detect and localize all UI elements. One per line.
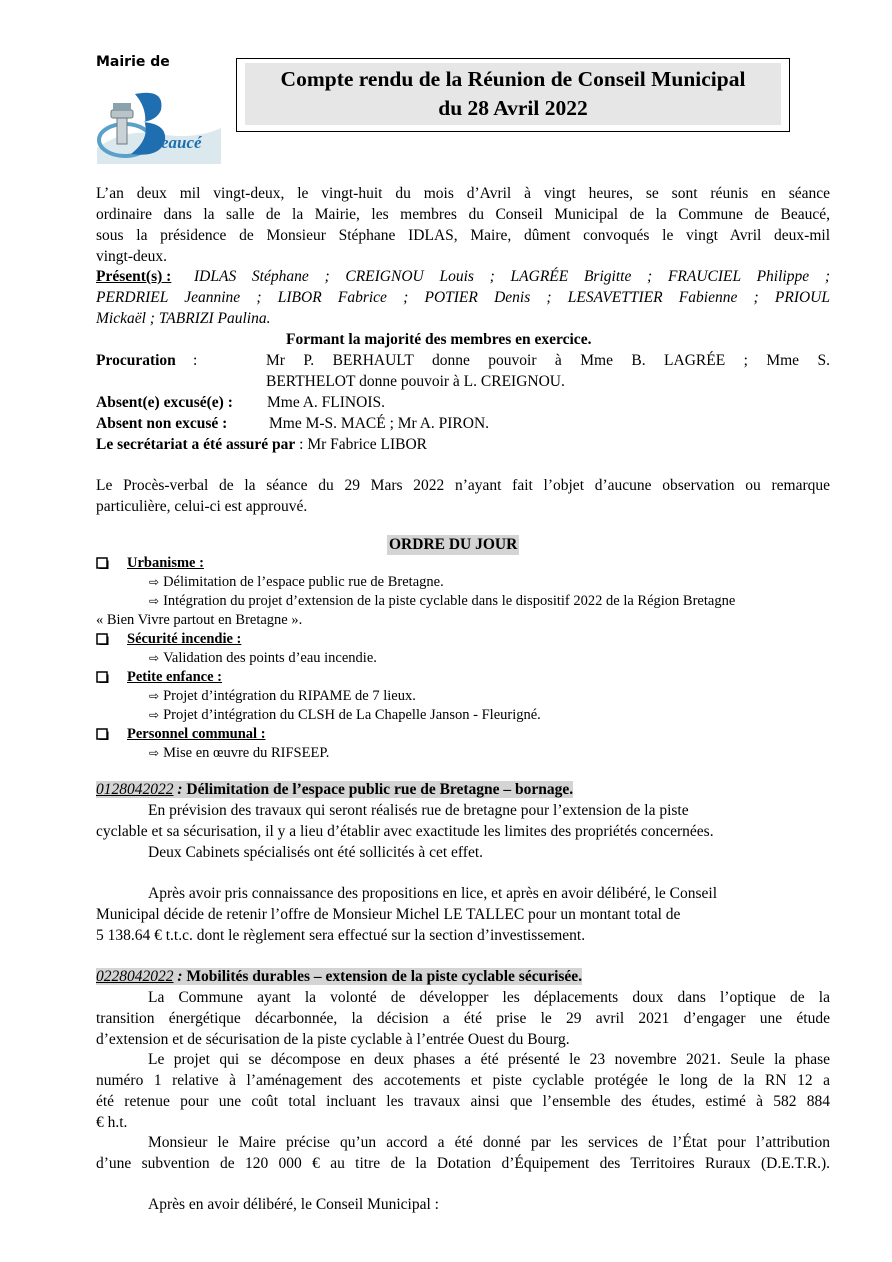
present-line-3: Mickaël ; TABRIZI Paulina. [96,310,271,327]
absent-excuse-label: Absent(e) excusé(e) : [96,394,233,411]
delib1-line-2: cyclable et sa sécurisation, il y a lieu d’établir avec exactitude les limites des propriétés concernées. [96,823,714,840]
procuration-line-2: BERTHELOT donne pouvoir à L. CREIGNOU. [266,373,565,390]
agenda-cat-urbanisme: Urbanisme : [127,555,204,571]
agenda-item-text: Mise en œuvre du RIFSEEP. [163,745,330,761]
delib2-title: Mobilités durables – extension de la piste cyclable sécurisée. [186,968,583,985]
agenda-item-text: Projet d’intégration du CLSH de La Chapelle Janson - Fleurigné. [163,707,541,723]
delib2-colon: : [173,968,187,985]
present-label [96,267,171,287]
procuration-line-1: Mr P. BERHAULT donne pouvoir à Mme B. LAGRÉE ; Mme S. [266,352,830,369]
delib1-number: 0128042022 [96,781,174,798]
agenda-item [149,649,377,667]
delib2-heading [96,967,582,987]
arrow-icon: ⇨ [149,575,160,589]
agenda-item [149,592,735,610]
agenda-cat-securite: Sécurité incendie : [127,631,242,647]
agenda-cat-personnel: Personnel communal : [127,726,266,742]
mairie-label: Mairie de [96,54,170,70]
delib2-line-2: transition énergétique décarbonnée, la décision a été prise le 29 avril 2021 d’engager une étude [96,1010,830,1027]
intro-line-1: L’an deux mil vingt-deux, le vingt-huit du mois d’Avril à vingt heures, se sont réunis en séance [96,185,830,202]
absent-excuse-value: Mme A. FLINOIS. [267,394,385,411]
present-label-text: Présent(s) : [96,268,172,285]
intro-line-4: vingt-deux. [96,248,168,265]
absent-non-value: Mme M-S. MACÉ ; Mr A. PIRON. [269,415,490,432]
pv-line-2: particulière, celui-ci est approuvé. [96,498,308,515]
arrow-icon: ⇨ [149,594,160,608]
commune-logo [95,88,223,164]
agenda-cat-enfance: Petite enfance : [127,669,223,685]
delib2-line-3: d’extension et de sécurisation de la piste cyclable à l’entrée Ouest du Bourg. [96,1031,570,1048]
present-line-2: PERDRIEL Jeannine ; LIBOR Fabrice ; POTIER Denis ; LESAVETTIER Fabienne ; PRIOUL [96,289,830,306]
agenda-title: ORDRE DU JOUR [389,536,518,553]
title-shading [245,63,781,125]
delib2-line-8: Monsieur le Maire précise qu’un accord a été donné par les services de l’État pour l’attribution [148,1134,830,1151]
delib2-line-9: d’une subvention de 120 000 € au titre de la Dotation d’Équipement des Territoires Ruraux (D.E.T.R.). [96,1155,830,1172]
page-title-line2: du 28 Avril 2022 [438,96,588,120]
arrow-icon: ⇨ [149,689,160,703]
present-line-1: IDLAS Stéphane ; CREIGNOU Louis ; LAGRÉE Brigitte ; FRAUCIEL Philippe ; [194,268,830,285]
delib1-line-3: Deux Cabinets spécialisés ont été sollicités à cet effet. [148,844,484,861]
absent-non-label: Absent non excusé : [96,415,228,432]
delib2-line-1: La Commune ayant la volonté de développer les déplacements doux dans l’optique de la [148,989,830,1006]
checkbox-icon [96,633,110,645]
checkbox-icon [96,728,110,740]
delib1-line-5: Municipal décide de retenir l’offre de Monsieur Michel LE TALLEC pour un montant total de [96,906,681,923]
secretariat-label: Le secrétariat a été assuré par [96,436,296,453]
agenda-item-text: Projet d’intégration du RIPAME de 7 lieux. [163,688,416,704]
delib1-colon: : [173,781,187,798]
secretariat-value: : Mr Fabrice LIBOR [299,436,428,453]
logo-text: eaucé [161,133,202,152]
delib1-line-6: 5 138.64 € t.t.c. dont le règlement sera effectué sur la section d’investissement. [96,927,586,944]
agenda-item-text: Validation des points d’eau incendie. [163,650,377,666]
delib2-line-7: € h.t. [96,1114,128,1131]
intro-line-2: ordinaire dans la salle de la Mairie, les membres du Conseil Municipal de la Commune de Beaucé, [96,206,830,223]
procuration-label: Procuration [96,352,176,369]
agenda-item-text: Intégration du projet d’extension de la piste cyclable dans le dispositif 2022 de la Région Bretagne [163,593,736,609]
secretariat-line [96,435,427,455]
delib2-line-6: été retenue pour une coût total incluant les travaux ainsi que l’ensemble des études, estimé à 582 884 [96,1093,830,1110]
delib1-line-1: En prévision des travaux qui seront réalisés rue de bretagne pour l’extension de la piste [148,802,689,819]
majority-line: Formant la majorité des membres en exercice. [286,331,592,348]
delib2-line-5: numéro 1 relative à l’aménagement des accotements et piste cyclable protégée le long de la RN 12 a [96,1072,830,1089]
title-box [236,58,790,132]
intro-line-3: sous la présidence de Monsieur Stéphane IDLAS, Maire, dûment convoqués le vingt Avril deux-mil [96,227,830,244]
agenda-item [149,573,444,591]
arrow-icon: ⇨ [149,708,160,722]
procuration-colon: : [193,352,198,369]
delib2-line-4: Le projet qui se décompose en deux phases a été présenté le 23 novembre 2021. Seule la phase [148,1051,830,1068]
page-title-line1: Compte rendu de la Réunion de Conseil Municipal [280,67,746,91]
checkbox-icon [96,557,110,569]
agenda-item-cont: « Bien Vivre partout en Bretagne ». [96,612,303,628]
delib2-number: 0228042022 [96,968,174,985]
delib1-title: Délimitation de l’espace public rue de Bretagne – bornage. [186,781,574,798]
agenda-item [149,744,329,762]
agenda-item [149,706,541,724]
arrow-icon: ⇨ [149,651,160,665]
delib1-heading [96,780,573,800]
arrow-icon: ⇨ [149,746,160,760]
checkbox-icon [96,671,110,683]
delib2-line-10: Après en avoir délibéré, le Conseil Municipal : [148,1196,439,1213]
delib1-line-4: Après avoir pris connaissance des propositions en lice, et après en avoir délibéré, le Conseil [148,885,718,902]
pv-line-1: Le Procès-verbal de la séance du 29 Mars 2022 n’ayant fait l’objet d’aucune observation ou remarque [96,477,830,494]
agenda-item [149,687,416,705]
agenda-item-text: Délimitation de l’espace public rue de Bretagne. [163,574,444,590]
